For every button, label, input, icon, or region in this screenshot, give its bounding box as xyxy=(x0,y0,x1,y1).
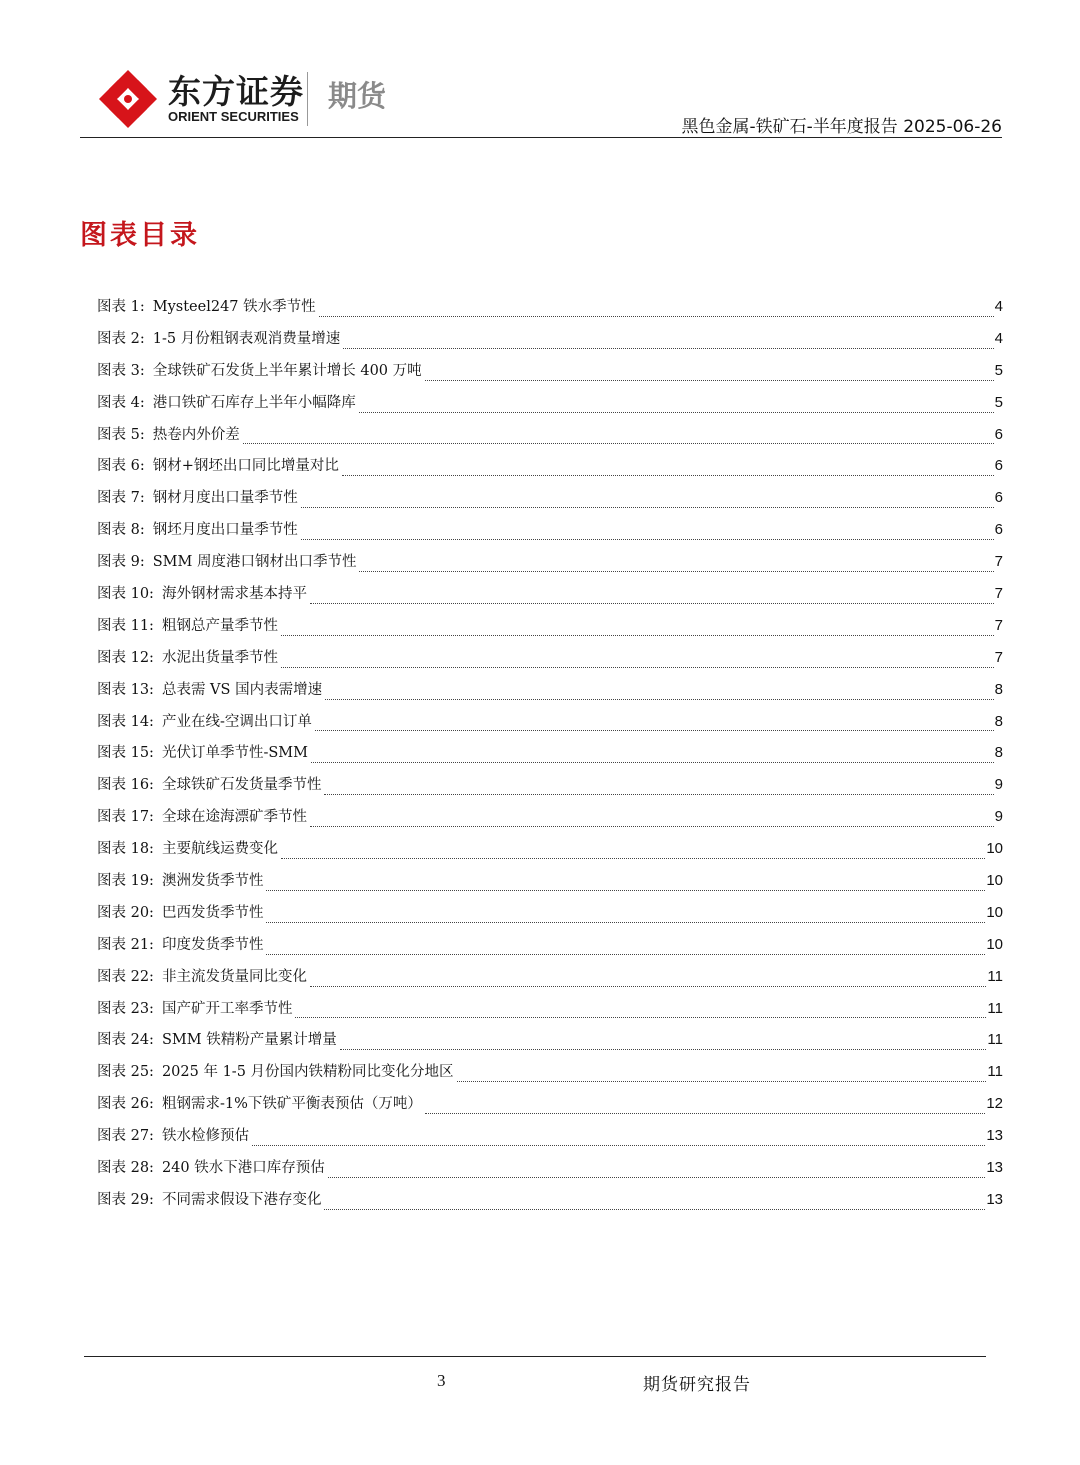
toc-entry[interactable] xyxy=(97,933,1003,965)
toc-entry[interactable] xyxy=(97,901,1003,933)
toc-entry-page: 4 xyxy=(994,329,1003,347)
toc-entry-page: 7 xyxy=(994,648,1003,666)
toc-entry-number: 图表 13: xyxy=(97,681,154,698)
toc-entry-page: 13 xyxy=(986,1190,1003,1208)
toc-entry-number: 图表 19: xyxy=(97,873,154,890)
toc-entry[interactable] xyxy=(97,710,1003,742)
toc-dot-leader xyxy=(281,666,994,668)
toc-entry[interactable] xyxy=(97,518,1003,550)
toc-entry-number: 图表 10: xyxy=(97,586,154,603)
toc-entry[interactable] xyxy=(97,965,1003,997)
toc-entry-page: 7 xyxy=(994,585,1003,603)
toc-entry-title: 水泥出货量季节性 xyxy=(161,649,278,666)
toc-entry-label xyxy=(97,423,240,444)
toc-entry-page: 11 xyxy=(987,999,1003,1017)
logo-division-name: 期货 xyxy=(328,79,387,113)
toc-entry-title: 钢材+钢坯出口同比增量对比 xyxy=(152,458,339,475)
toc-dot-leader xyxy=(310,985,986,987)
toc-entry-label xyxy=(97,391,356,412)
toc-entry-page: 5 xyxy=(994,393,1003,411)
toc-entry-number: 图表 26: xyxy=(97,1096,154,1113)
toc-entry-page: 9 xyxy=(994,808,1003,826)
toc-entry-page: 4 xyxy=(994,298,1003,315)
toc-entry[interactable] xyxy=(97,837,1003,869)
toc-entry-page: 5 xyxy=(994,361,1003,379)
toc-entry-label xyxy=(97,327,340,348)
document-header-title: 黑色金属-铁矿石-半年度报告 2025-06-26 xyxy=(681,117,1002,137)
toc-dot-leader xyxy=(295,1016,986,1018)
footer-report-type: 期货研究报告 xyxy=(643,1375,751,1395)
toc-entry-page: 7 xyxy=(994,553,1003,571)
toc-entry[interactable] xyxy=(97,1092,1003,1124)
toc-entry-page: 9 xyxy=(994,776,1003,794)
section-title: 图表目录 xyxy=(80,220,200,251)
toc-entry[interactable] xyxy=(97,1124,1003,1156)
toc-dot-leader xyxy=(281,634,994,636)
toc-entry[interactable] xyxy=(97,1156,1003,1188)
toc-dot-leader xyxy=(310,602,994,604)
toc-entry[interactable] xyxy=(97,614,1003,646)
figure-table-of-contents xyxy=(97,295,1003,1220)
toc-entry-label xyxy=(97,518,298,539)
toc-entry-number: 图表 20: xyxy=(97,904,154,921)
toc-entry-number: 图表 15: xyxy=(97,745,154,762)
toc-entry-number: 图表 1: xyxy=(97,299,145,315)
toc-dot-leader xyxy=(311,761,994,763)
toc-entry-page: 6 xyxy=(994,457,1003,475)
toc-entry[interactable] xyxy=(97,741,1003,773)
toc-entry-label xyxy=(97,614,278,635)
toc-entry-page: 11 xyxy=(987,1031,1003,1049)
toc-entry-number: 图表 28: xyxy=(97,1160,154,1177)
toc-entry-title: Mysteel247 铁水季节性 xyxy=(152,299,316,315)
toc-entry-number: 图表 29: xyxy=(97,1191,154,1208)
toc-entry-title: 钢坯月度出口量季节性 xyxy=(152,522,298,539)
toc-entry-title: 钢材月度出口量季节性 xyxy=(152,490,298,507)
toc-entry-page: 11 xyxy=(987,967,1003,985)
toc-entry[interactable] xyxy=(97,997,1003,1029)
toc-entry-number: 图表 24: xyxy=(97,1032,154,1049)
toc-dot-leader xyxy=(359,411,994,413)
toc-entry-label xyxy=(97,678,322,699)
toc-entry-title: 全球铁矿石发货上半年累计增长 400 万吨 xyxy=(152,362,422,379)
logo-divider xyxy=(307,72,308,126)
toc-dot-leader xyxy=(281,857,985,859)
toc-entry-number: 图表 18: xyxy=(97,841,154,858)
toc-entry-title: 总表需 VS 国内表需增速 xyxy=(161,681,323,698)
header-divider xyxy=(80,137,1002,138)
toc-entry-title: 全球在途海漂矿季节性 xyxy=(161,809,307,826)
toc-dot-leader xyxy=(324,793,993,795)
toc-dot-leader xyxy=(340,1048,987,1050)
toc-entry-page: 10 xyxy=(986,935,1003,953)
footer-divider xyxy=(84,1356,986,1357)
toc-dot-leader xyxy=(301,538,994,540)
toc-entry-title: 1-5 月份粗钢表观消费量增速 xyxy=(152,330,341,347)
toc-entry-label xyxy=(97,965,307,986)
toc-dot-leader xyxy=(315,729,994,731)
toc-entry-label xyxy=(97,1060,454,1081)
toc-entry-label xyxy=(97,486,298,507)
toc-entry-title: SMM 铁精粉产量累计增量 xyxy=(161,1032,337,1049)
toc-dot-leader xyxy=(266,889,985,891)
toc-entry-number: 图表 16: xyxy=(97,777,154,794)
toc-dot-leader xyxy=(342,474,994,476)
toc-entry[interactable] xyxy=(97,773,1003,805)
toc-dot-leader xyxy=(266,921,985,923)
toc-entry[interactable] xyxy=(97,295,1003,327)
toc-entry-label xyxy=(97,646,278,667)
toc-dot-leader xyxy=(243,442,994,444)
toc-entry-number: 图表 12: xyxy=(97,649,154,666)
toc-entry-number: 图表 22: xyxy=(97,968,154,985)
toc-dot-leader xyxy=(457,1080,987,1082)
toc-dot-leader xyxy=(359,570,993,572)
toc-entry[interactable] xyxy=(97,869,1003,901)
toc-entry-title: 热卷内外价差 xyxy=(152,426,240,443)
toc-entry-title: 澳洲发货季节性 xyxy=(161,873,264,890)
toc-entry-label xyxy=(97,359,422,380)
toc-entry-number: 图表 27: xyxy=(97,1128,154,1145)
toc-entry-number: 图表 7: xyxy=(97,490,145,507)
toc-dot-leader xyxy=(425,1112,985,1114)
toc-entry-page: 10 xyxy=(986,872,1003,890)
toc-entry-label xyxy=(97,1188,321,1209)
toc-entry-number: 图表 8: xyxy=(97,522,145,539)
toc-entry-number: 图表 5: xyxy=(97,426,145,443)
toc-entry-label xyxy=(97,710,312,731)
toc-entry-title: 港口铁矿石库存上半年小幅降库 xyxy=(152,394,356,411)
toc-entry-label xyxy=(97,741,308,762)
toc-entry-label xyxy=(97,933,263,954)
toc-entry[interactable] xyxy=(97,1028,1003,1060)
toc-entry-title: 全球铁矿石发货量季节性 xyxy=(161,777,322,794)
toc-entry-number: 图表 14: xyxy=(97,713,154,730)
toc-entry-title: 巴西发货季节性 xyxy=(161,904,264,921)
toc-entry[interactable] xyxy=(97,582,1003,614)
toc-entry-number: 图表 23: xyxy=(97,1000,154,1017)
toc-entry-title: 不同需求假设下港存变化 xyxy=(161,1191,322,1208)
toc-entry-label xyxy=(97,295,316,316)
toc-entry-label xyxy=(97,454,339,475)
toc-entry-label xyxy=(97,837,278,858)
toc-entry[interactable] xyxy=(97,550,1003,582)
toc-dot-leader xyxy=(328,1176,986,1178)
toc-entry-title: 240 铁水下港口库存预估 xyxy=(161,1160,325,1177)
toc-dot-leader xyxy=(266,953,985,955)
toc-entry-page: 6 xyxy=(994,425,1003,443)
toc-entry-label xyxy=(97,869,263,890)
toc-entry[interactable] xyxy=(97,678,1003,710)
toc-entry-page: 12 xyxy=(986,1095,1003,1113)
toc-entry-title: 主要航线运费变化 xyxy=(161,841,278,858)
toc-dot-leader xyxy=(301,506,994,508)
toc-entry-page: 11 xyxy=(987,1063,1003,1081)
toc-dot-leader xyxy=(425,379,994,381)
toc-entry[interactable] xyxy=(97,805,1003,837)
toc-dot-leader xyxy=(324,1208,985,1210)
logo-chinese-name: 东方证券 xyxy=(168,72,304,111)
toc-entry-number: 图表 2: xyxy=(97,330,145,347)
toc-entry-page: 13 xyxy=(986,1127,1003,1145)
toc-entry-title: 产业在线-空调出口订单 xyxy=(161,713,312,730)
toc-entry[interactable] xyxy=(97,486,1003,518)
toc-entry[interactable] xyxy=(97,1060,1003,1092)
toc-dot-leader xyxy=(310,825,994,827)
toc-entry[interactable] xyxy=(97,646,1003,678)
toc-entry-page: 6 xyxy=(994,521,1003,539)
toc-entry-number: 图表 3: xyxy=(97,362,145,379)
toc-entry-label xyxy=(97,901,263,922)
toc-entry-title: 粗钢总产量季节性 xyxy=(161,617,278,634)
toc-entry-label xyxy=(97,1124,249,1145)
toc-entry-number: 图表 21: xyxy=(97,936,154,953)
toc-entry-number: 图表 11: xyxy=(97,617,154,634)
toc-entry-title: 铁水检修预估 xyxy=(161,1128,249,1145)
toc-dot-leader xyxy=(319,315,994,317)
toc-entry-label xyxy=(97,1092,422,1113)
toc-entry-page: 10 xyxy=(986,840,1003,858)
toc-entry-number: 图表 6: xyxy=(97,458,145,475)
footer-page-number: 3 xyxy=(437,1371,446,1390)
toc-entry-number: 图表 25: xyxy=(97,1064,154,1081)
toc-entry-page: 8 xyxy=(994,680,1003,698)
toc-entry-title: SMM 周度港口钢材出口季节性 xyxy=(152,554,357,571)
toc-entry[interactable] xyxy=(97,1188,1003,1220)
toc-entry-page: 8 xyxy=(994,744,1003,762)
toc-entry-label xyxy=(97,1028,337,1049)
toc-entry-page: 10 xyxy=(986,903,1003,921)
toc-entry[interactable] xyxy=(97,327,1003,359)
toc-entry-title: 粗钢需求-1%下铁矿平衡表预估（万吨） xyxy=(161,1096,422,1113)
toc-entry-label xyxy=(97,550,356,571)
toc-entry-label xyxy=(97,773,321,794)
toc-entry[interactable] xyxy=(97,423,1003,455)
toc-dot-leader xyxy=(343,347,993,349)
toc-entry-label xyxy=(97,582,307,603)
toc-entry-title: 光伏订单季节性-SMM xyxy=(161,745,308,762)
toc-entry-page: 7 xyxy=(994,616,1003,634)
toc-entry-page: 13 xyxy=(986,1159,1003,1177)
toc-entry[interactable] xyxy=(97,454,1003,486)
toc-entry-title: 海外钢材需求基本持平 xyxy=(161,586,307,603)
toc-entry-title: 印度发货季节性 xyxy=(161,936,264,953)
orient-securities-logo-icon xyxy=(97,68,159,130)
toc-entry-title: 非主流发货量同比变化 xyxy=(161,968,307,985)
company-logo xyxy=(97,68,397,132)
toc-entry[interactable] xyxy=(97,359,1003,391)
toc-dot-leader xyxy=(325,698,994,700)
toc-entry-label xyxy=(97,805,307,826)
toc-entry-page: 6 xyxy=(994,489,1003,507)
toc-entry-title: 2025 年 1-5 月份国内铁精粉同比变化分地区 xyxy=(161,1064,454,1081)
toc-entry-label xyxy=(97,1156,325,1177)
toc-dot-leader xyxy=(252,1144,985,1146)
toc-entry-number: 图表 17: xyxy=(97,809,154,826)
logo-english-name: ORIENT SECURITIES xyxy=(168,109,299,124)
toc-entry-number: 图表 4: xyxy=(97,394,145,411)
toc-entry-page: 8 xyxy=(994,712,1003,730)
toc-entry-label xyxy=(97,997,292,1018)
toc-entry[interactable] xyxy=(97,391,1003,423)
toc-entry-title: 国产矿开工率季节性 xyxy=(161,1000,293,1017)
toc-entry-number: 图表 9: xyxy=(97,554,145,571)
